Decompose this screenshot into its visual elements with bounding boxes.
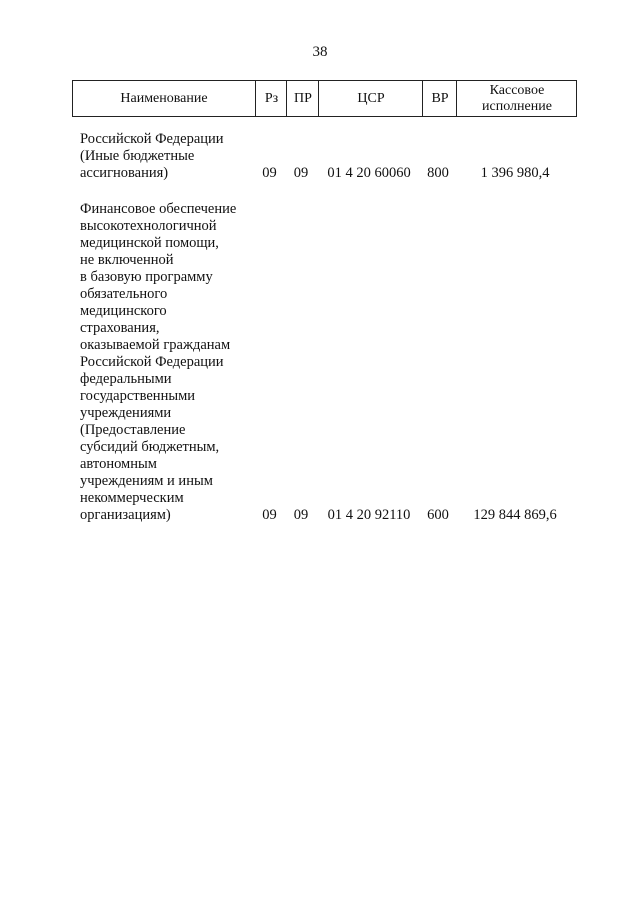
header-rz: Рз bbox=[255, 81, 287, 116]
header-vr: ВР bbox=[422, 81, 457, 116]
header-execution: Кассовое исполнение bbox=[456, 81, 577, 116]
row-vr: 800 bbox=[427, 165, 449, 181]
table-row bbox=[72, 131, 577, 183]
row-pr: 09 bbox=[293, 507, 309, 523]
table-header bbox=[72, 80, 577, 117]
row-rz: 09 bbox=[262, 165, 277, 181]
row-execution: 1 396 980,4 bbox=[480, 165, 550, 181]
header-csr: ЦСР bbox=[318, 81, 423, 116]
row-pr: 09 bbox=[293, 165, 309, 181]
row-name: Финансовое обеспечение высокотехнологичной медицинской помощи, не включенной в базовую программу обязательного медицинского страхования, оказываемой гражданам Российской Федерации федеральными государственными учреждениями (Предоставление субсидий бюджетным, автономным учреждениям и иным некоммерческим организациям) bbox=[80, 201, 237, 523]
row-execution: 129 844 869,6 bbox=[473, 507, 557, 523]
row-vr: 600 bbox=[427, 507, 449, 523]
header-name: Наименование bbox=[120, 90, 208, 106]
row-csr: 01 4 20 92110 bbox=[327, 507, 411, 523]
row-name: Российской Федерации (Иные бюджетные ассигнования) bbox=[80, 131, 224, 181]
row-csr: 01 4 20 60060 bbox=[327, 165, 411, 181]
row-rz: 09 bbox=[262, 507, 277, 523]
header-pr: ПР bbox=[286, 81, 319, 116]
page-number: 38 bbox=[312, 44, 328, 60]
table-row bbox=[72, 201, 577, 531]
